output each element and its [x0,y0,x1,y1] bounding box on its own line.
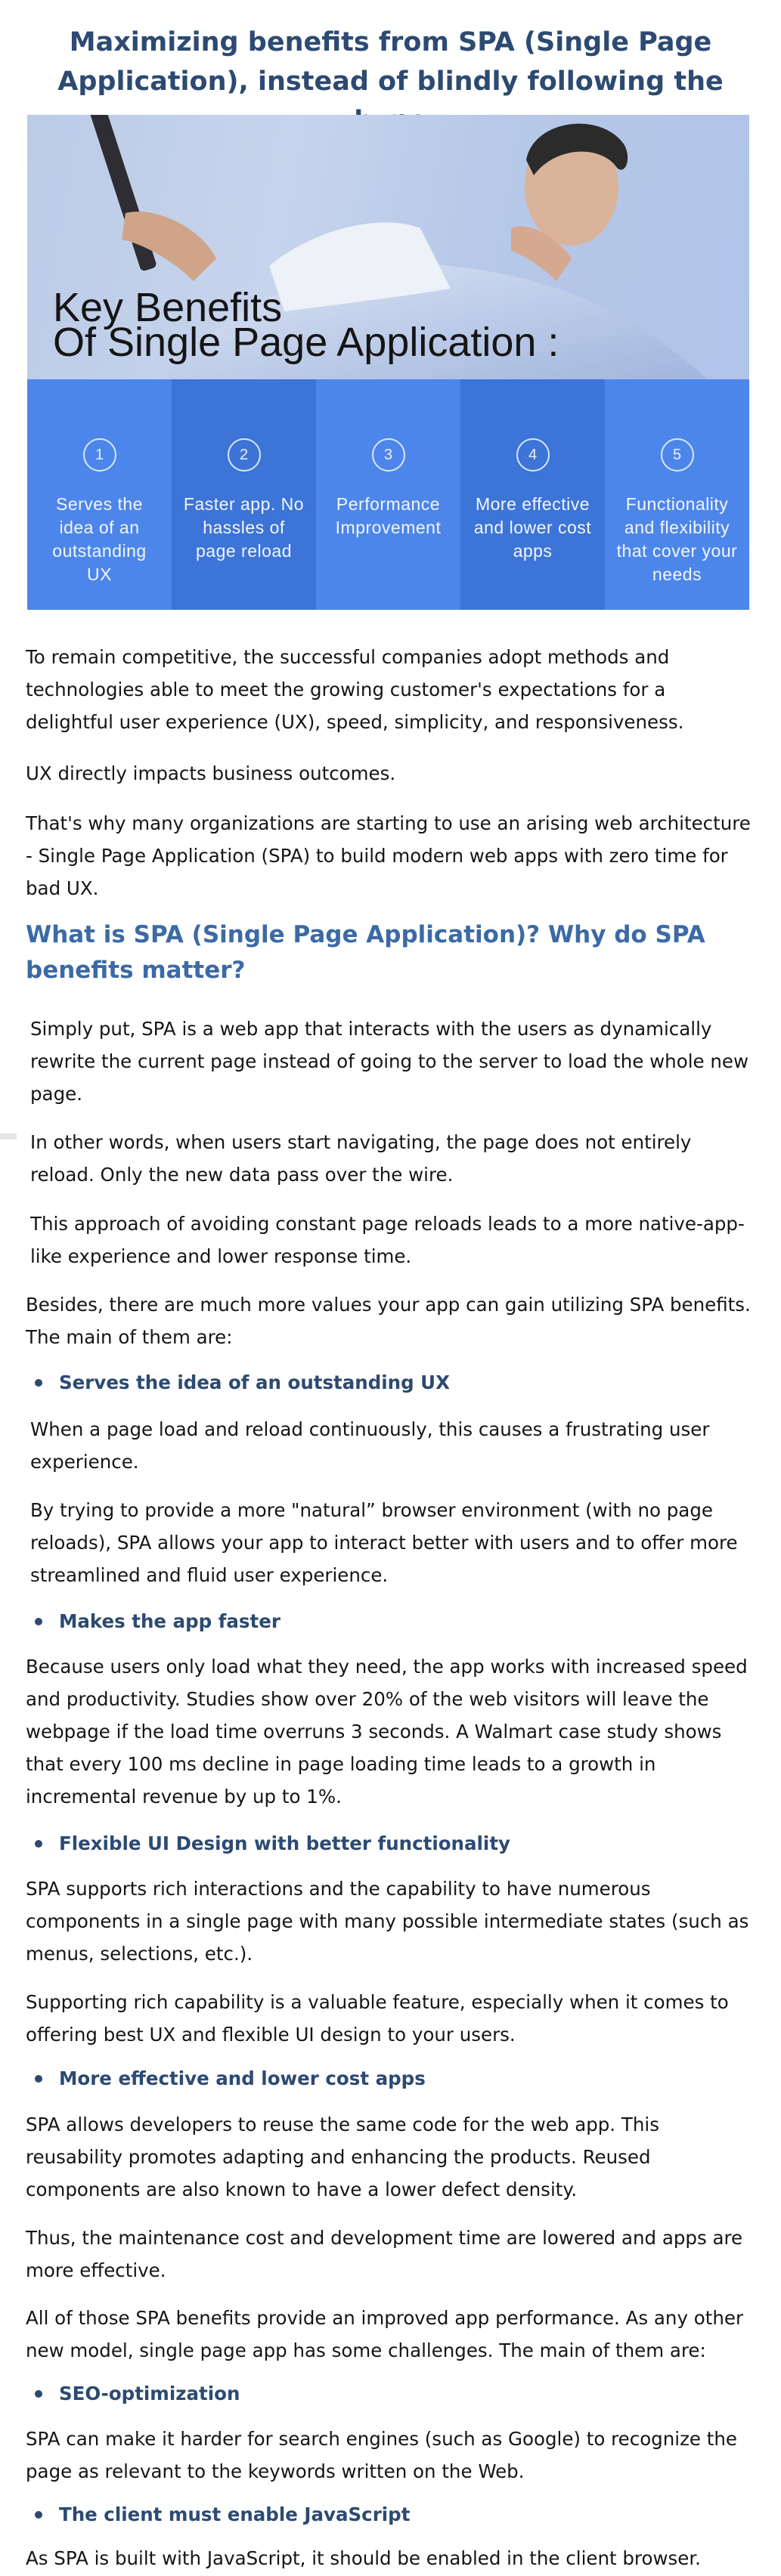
hero-heading-line1: Key Benefits [53,285,283,330]
benefit-label: Performance Improvement [335,494,442,537]
side-marker [0,1133,17,1140]
section-heading: What is SPA (Single Page Application)? Why do SPA benefits matter? [26,921,705,984]
benefit-card [605,379,749,610]
benefit-number-badge: 4 [516,438,550,472]
benefit-card [27,379,172,610]
intro-paragraph: That's why many organizations are starting to use an arising web architecture - Single Page Application (SPA) to build modern web apps with zero time for bad UX. [26,812,751,899]
benefit-paragraph: Because users only load what they need, the app works with increased speed and productivity. Studies show over 20% of the web visitors will leave the webpage if the load time overruns 3 seconds. A Walmart case study shows that every 100 ms decline in page loading time leads to a growth in incremental revenue by up to 1%. [26,1656,748,1808]
benefit-card [460,379,605,610]
benefit-number-badge: 1 [83,438,116,472]
benefit-paragraph: Thus, the maintenance cost and development time are lowered and apps are more effective. [26,2227,743,2281]
benefit-label: Serves the idea of an outstanding UX [52,494,147,584]
benefit-paragraph: Supporting rich capability is a valuable feature, especially when it comes to offering best UX and flexible UI design to your users. [26,1991,729,2046]
section-paragraph: This approach of avoiding constant page reloads leads to a more native-app-like experience and lower response time. [30,1213,745,1267]
challenge-bullet-title: SEO-optimization [59,2380,240,2407]
challenge-paragraph: As SPA is built with JavaScript, it should be enabled in the client browser. [26,2547,701,2569]
benefit-card [172,379,316,610]
section-paragraph: Simply put, SPA is a web app that interacts with the users as dynamically rewrite the current page instead of going to the server to load the whole new page. [30,1018,748,1105]
hero-heading [53,285,559,365]
hero-banner [27,115,749,610]
section-paragraph: Besides, there are much more values your app can gain utilizing SPA benefits. The main of them are: [26,1294,751,1348]
benefit-label: Functionality and flexibility that cover your needs [616,494,738,584]
section-paragraph: In other words, when users start navigating, the page does not entirely reload. Only the new data pass over the wire. [30,1131,692,1186]
benefit-bullet-title: More effective and lower cost apps [59,2065,426,2092]
benefit-paragraph: SPA supports rich interactions and the capability to have numerous components in a single page with many possible intermediate states (such as menus, selections, etc.). [26,1878,749,1965]
benefit-number-badge: 3 [372,438,405,472]
challenge-paragraph: SPA can make it harder for search engines (such as Google) to recognize the page as relevant to the keywords written on the Web. [26,2428,738,2482]
intro-paragraph: To remain competitive, the successful companies adopt methods and technologies able to meet the growing customer's expectations for a delightful user experience (UX), speed, simplicity, and responsiveness. [26,646,684,733]
benefit-label: More effective and lower cost apps [473,494,592,561]
benefit-number-badge: 5 [661,438,694,472]
benefit-paragraph: SPA allows developers to reuse the same code for the web app. This reusability promotes adapting and enhancing the products. Reused components are also known to have a lower defect density. [26,2114,659,2200]
challenge-bullet-title: The client must enable JavaScript [59,2501,410,2528]
benefit-paragraph: By trying to provide a more "natural” browser environment (with no page reloads), SPA allows your app to interact better with users and to offer more streamlined and fluid user experience. [30,1499,738,1586]
intro-paragraph: UX directly impacts business outcomes. [26,762,396,784]
benefit-bullet-title: Serves the idea of an outstanding UX [59,1369,450,1396]
benefit-paragraph: All of those SPA benefits provide an improved app performance. As any other new model, single page app has some challenges. The main of them are: [26,2307,744,2361]
benefit-bullet-title: Flexible UI Design with better functionality [59,1830,510,1857]
benefit-card [316,379,460,610]
hero-heading-line2: Of Single Page Application : [53,320,559,365]
benefit-number-badge: 2 [228,438,261,472]
benefit-bullet-title: Makes the app faster [59,1608,280,1635]
benefit-paragraph: When a page load and reload continuously, this causes a frustrating user experience. [30,1418,710,1473]
benefit-label: Faster app. No hassles of page reload [183,494,305,561]
page-title: Maximizing benefits from SPA (Single Page Application), instead of blindly following the [57,27,724,97]
benefits-strip [27,379,749,610]
